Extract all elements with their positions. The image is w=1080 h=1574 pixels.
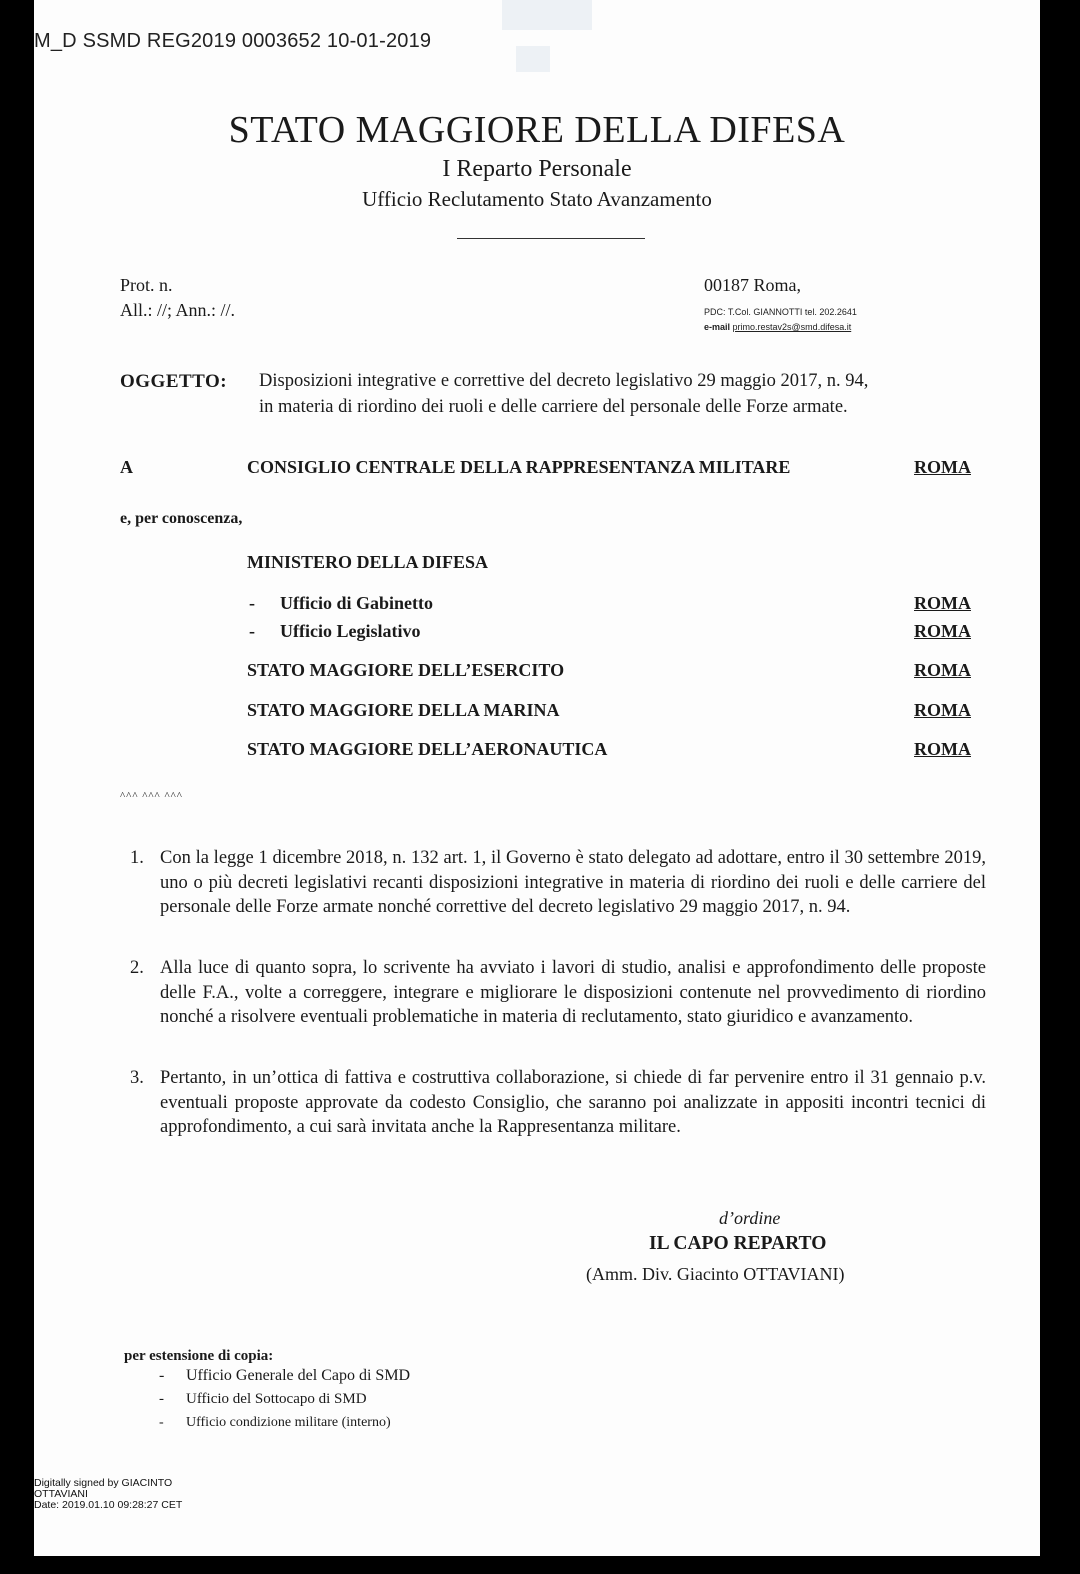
cc-entry-city: ROMA [914, 739, 971, 759]
letterhead-divider [457, 238, 645, 239]
letterhead-office: Ufficio Reclutamento Stato Avanzamento [362, 187, 712, 211]
digital-signature [34, 1478, 182, 1511]
cc-item-name: Ufficio Legislativo [280, 621, 421, 641]
signature-order: d’ordine [719, 1208, 781, 1228]
copy-item-name: Ufficio condizione militare (interno) [186, 1415, 391, 1430]
copy-item-dash: - [159, 1415, 164, 1430]
cc-item-city: ROMA [914, 593, 971, 613]
protocol-stamp: M_D SSMD REG2019 0003652 10-01-2019 [34, 30, 432, 52]
paragraph-text: Alla luce di quanto sopra, lo scrivente ha avviato i lavori di studio, analisi e approfondimento delle proposte delle F.A., volte a correggere, integrare e migliorare le disposizioni contenute nel provvedimento di riordino nonché a risolvere eventuali problematiche in materia di reclutamento, stato giuridico e avanzamento. [160, 958, 986, 1027]
protocol-number: Prot. n. [120, 275, 173, 295]
place: 00187 Roma, [704, 275, 801, 295]
paragraph-2 [130, 956, 986, 1030]
copy-item-name: Ufficio del Sottocapo di SMD [186, 1391, 367, 1407]
copy-item-dash: - [159, 1367, 165, 1384]
digital-signature-line: OTTAVIANI [34, 1488, 88, 1500]
scan-artifact [516, 46, 550, 72]
recipient-prefix: A [120, 457, 133, 477]
copy-item-name: Ufficio Generale del Capo di SMD [186, 1367, 411, 1384]
signature-role: IL CAPO REPARTO [649, 1233, 827, 1254]
paragraph-1 [130, 846, 986, 920]
paragraph-number: 3. [130, 1068, 144, 1088]
email-line [704, 322, 851, 332]
recipient-city: ROMA [914, 457, 971, 477]
cc-entry-name: STATO MAGGIORE DELL’ESERCITO [247, 660, 565, 680]
paragraph-text: Con la legge 1 dicembre 2018, n. 132 art. 1, il Governo è stato delegato ad adottare, entro il 30 settembre 2019, uno o più decreti legislativi recanti disposizioni integrative in materia di riordino dei ruoli e delle carriere del personale delle Forze armate nonché correttive del decreto legislativo 29 maggio 2017, n. 94. [160, 848, 986, 917]
cc-item-dash: - [249, 621, 255, 641]
cc-entry-name: STATO MAGGIORE DELLA MARINA [247, 700, 560, 720]
cc-entry-city: ROMA [914, 700, 971, 720]
copy-item-dash: - [159, 1391, 164, 1407]
email-label: e-mail [704, 322, 731, 332]
subject-line-2: in materia di riordino dei ruoli e delle carriere del personale delle Forze armate. [259, 397, 848, 417]
paragraph-number: 1. [130, 848, 144, 868]
cc-label: e, per conoscenza, [120, 510, 243, 527]
letterhead-title: STATO MAGGIORE DELLA DIFESA [228, 109, 846, 151]
letterhead-department: I Reparto Personale [442, 156, 632, 182]
pdc-contact: PDC: T.Col. GIANNOTTI tel. 202.2641 [704, 307, 857, 317]
paragraph-number: 2. [130, 958, 144, 978]
cc-item-dash: - [249, 593, 255, 613]
copy-extension-label: per estensione di copia: [124, 1348, 274, 1364]
cc-entry-city: ROMA [914, 660, 971, 680]
paragraph-text: Pertanto, in un’ottica di fattiva e costruttiva collaborazione, si chiede di far pervenire entro il 31 gennaio p.v. eventuali proposte approvate da codesto Consiglio, che saranno poi analizzate in appositi incontri tecnici di approfondimento, a cui sarà invitata anche la Rappresentanza militare. [160, 1068, 986, 1137]
digital-signature-line: Digitally signed by GIACINTO [34, 1477, 173, 1489]
signature-name: (Amm. Div. Giacinto OTTAVIANI) [586, 1264, 845, 1284]
recipient-name: CONSIGLIO CENTRALE DELLA RAPPRESENTANZA MILITARE [247, 457, 791, 477]
cc-ministry: MINISTERO DELLA DIFESA [247, 552, 489, 572]
document-page [34, 0, 1040, 1556]
cc-item-city: ROMA [914, 621, 971, 641]
attachments: All.: //; Ann.: //. [120, 300, 236, 320]
separator: ^^^ ^^^ ^^^ [120, 790, 183, 802]
email-link[interactable]: primo.restav2s@smd.difesa.it [732, 322, 852, 332]
cc-entry-name: STATO MAGGIORE DELL’AERONAUTICA [247, 739, 608, 759]
paragraph-3 [130, 1066, 986, 1140]
scan-artifact [502, 0, 592, 30]
digital-signature-date: Date: 2019.01.10 09:28:27 CET [34, 1499, 183, 1511]
cc-item-name: Ufficio di Gabinetto [280, 593, 433, 613]
subject-label: OGGETTO: [120, 371, 228, 392]
subject-line-1: Disposizioni integrative e correttive del decreto legislativo 29 maggio 2017, n. 94, [259, 371, 869, 391]
